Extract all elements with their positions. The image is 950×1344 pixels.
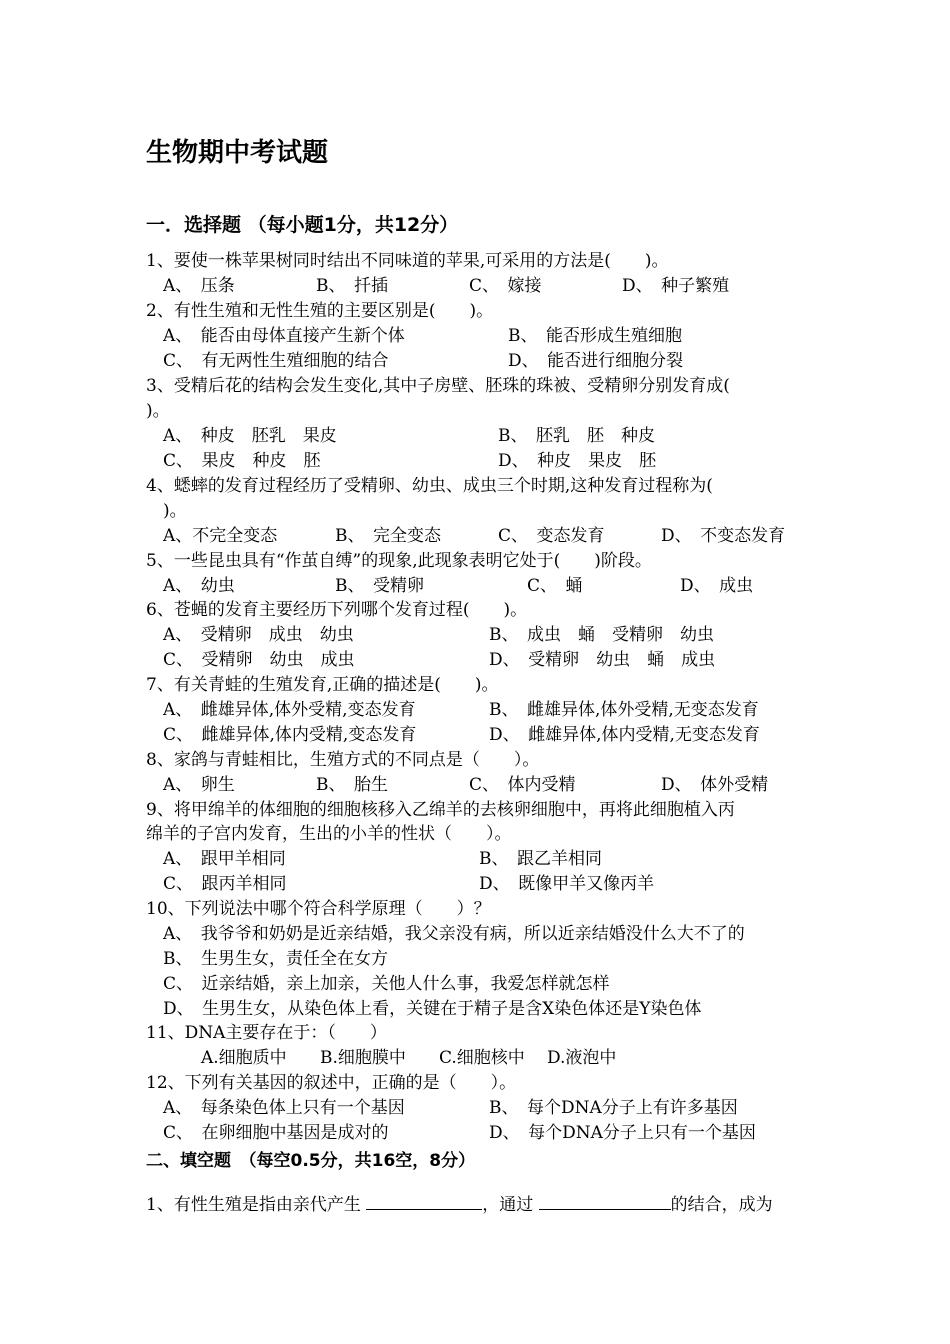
q6-option-d: D、 受精卵 幼虫 蛹 成虫 bbox=[489, 650, 716, 670]
q10-option-a: A、 我爷爷和奶奶是近亲结婚，我父亲没有病，所以近亲结婚没什么大不了的 bbox=[163, 924, 745, 944]
q5-option-b: B、 受精卵 bbox=[335, 576, 424, 596]
q8-option-c: C、 体内受精 bbox=[469, 775, 576, 795]
q9-option-a: A、 跟甲羊相同 bbox=[163, 849, 286, 869]
q1-option-c: C、 嫁接 bbox=[469, 276, 542, 296]
q2-option-d: D、 能否进行细胞分裂 bbox=[508, 351, 684, 371]
q8-option-a: A、 卵生 bbox=[163, 775, 235, 795]
question-9-stem-line2: 绵羊的子宫内发育，生出的小羊的性状（ ）。 bbox=[146, 824, 512, 844]
q2-option-a: A、 能否由母体直接产生新个体 bbox=[163, 326, 405, 346]
q11-option-c: C.细胞核中 bbox=[439, 1048, 525, 1068]
section-heading-fill: 二、填空题 （每空0.5分，共16空，8分） bbox=[146, 1151, 476, 1171]
q2-option-c: C、 有无两性生殖细胞的结合 bbox=[163, 351, 389, 371]
q6-option-c: C、 受精卵 幼虫 成虫 bbox=[163, 650, 355, 670]
q4-option-a: A、不完全变态 bbox=[163, 526, 278, 546]
q8-option-b: B、 胎生 bbox=[316, 775, 388, 795]
q2-option-b: B、 能否形成生殖细胞 bbox=[508, 326, 682, 346]
q10-option-b: B、 生男生女，责任全在女方 bbox=[163, 949, 388, 969]
fill-1-text-part1: 1、有性生殖是指由亲代产生 bbox=[146, 1195, 361, 1215]
question-12-stem: 12、下列有关基因的叙述中，正确的是（ ）。 bbox=[146, 1073, 517, 1093]
q1-option-a: A、 压条 bbox=[163, 276, 235, 296]
fill-question-1 bbox=[146, 1191, 773, 1217]
q10-option-d: D、 生男生女，从染色体上看，关键在于精子是含X染色体还是Y染色体 bbox=[163, 999, 702, 1019]
q5-option-c: C、 蛹 bbox=[527, 576, 583, 596]
question-3-stem-line1: 3、受精后花的结构会发生变化,其中子房壁、胚珠的珠被、受精卵分别发育成( bbox=[146, 376, 730, 396]
question-7-stem: 7、有关青蛙的生殖发育,正确的描述是( )。 bbox=[146, 675, 499, 695]
q1-option-b: B、 扦插 bbox=[316, 276, 388, 296]
question-3-stem-line2: )。 bbox=[146, 401, 170, 421]
q4-option-c: C、 变态发育 bbox=[498, 526, 605, 546]
fill-1-blank-1[interactable] bbox=[366, 1191, 482, 1210]
question-11-stem: 11、DNA主要存在于：（ ） bbox=[146, 1023, 387, 1043]
question-4-stem-line1: 4、蟋蟀的发育过程经历了受精卵、幼虫、成虫三个时期,这种发育过程称为( bbox=[146, 476, 713, 496]
q6-option-b: B、 成虫 蛹 受精卵 幼虫 bbox=[489, 625, 714, 645]
q9-option-c: C、 跟丙羊相同 bbox=[163, 874, 287, 894]
question-10-stem: 10、下列说法中哪个符合科学原理（ ）？ bbox=[146, 899, 491, 919]
q4-option-d: D、 不变态发育 bbox=[661, 526, 786, 546]
q12-option-d: D、 每个DNA分子上只有一个基因 bbox=[489, 1123, 756, 1143]
q7-option-c: C、 雌雄异体,体内受精,变态发育 bbox=[163, 725, 417, 745]
q7-option-d: D、 雌雄异体,体内受精,无变态发育 bbox=[489, 725, 760, 745]
q10-option-c: C、 近亲结婚，亲上加亲，关他人什么事，我爱怎样就怎样 bbox=[163, 974, 610, 994]
q7-option-b: B、 雌雄异体,体外受精,无变态发育 bbox=[489, 700, 759, 720]
q12-option-c: C、 在卵细胞中基因是成对的 bbox=[163, 1123, 389, 1143]
q3-option-a: A、 种皮 胚乳 果皮 bbox=[163, 426, 337, 446]
fill-1-blank-2[interactable] bbox=[539, 1191, 671, 1210]
q5-option-a: A、 幼虫 bbox=[163, 576, 235, 596]
question-9-stem-line1: 9、将甲绵羊的体细胞的细胞核移入乙绵羊的去核卵细胞中，再将此细胞植入丙 bbox=[146, 800, 735, 820]
q3-option-c: C、 果皮 种皮 胚 bbox=[163, 451, 321, 471]
question-8-stem: 8、家鸽与青蛙相比，生殖方式的不同点是（ ）。 bbox=[146, 750, 540, 770]
q6-option-a: A、 受精卵 成虫 幼虫 bbox=[163, 625, 354, 645]
q8-option-d: D、 体外受精 bbox=[661, 775, 769, 795]
fill-1-text-part3: 的结合，成为 bbox=[670, 1195, 773, 1215]
question-6-stem: 6、苍蝇的发育主要经历下列哪个发育过程( )。 bbox=[146, 600, 528, 620]
q9-option-b: B、 跟乙羊相同 bbox=[479, 849, 602, 869]
q11-option-a: A.细胞质中 bbox=[201, 1048, 287, 1068]
q3-option-b: B、 胚乳 胚 种皮 bbox=[498, 426, 655, 446]
question-4-stem-line2: )。 bbox=[146, 501, 187, 521]
q5-option-d: D、 成虫 bbox=[680, 576, 754, 596]
fill-1-text-part2: ，通过 bbox=[482, 1195, 534, 1215]
q7-option-a: A、 雌雄异体,体外受精,变态发育 bbox=[163, 700, 416, 720]
question-5-stem: 5、一些昆虫具有“作茧自缚”的现象,此现象表明它处于( )阶段。 bbox=[146, 551, 652, 571]
q1-option-d: D、 种子繁殖 bbox=[622, 276, 730, 296]
question-1-stem: 1、要使一株苹果树同时结出不同味道的苹果,可采用的方法是( )。 bbox=[146, 251, 669, 271]
question-2-stem: 2、有性生殖和无性生殖的主要区别是( )。 bbox=[146, 301, 494, 321]
q11-option-d: D.液泡中 bbox=[547, 1048, 617, 1068]
q9-option-d: D、 既像甲羊又像丙羊 bbox=[479, 874, 655, 894]
page-title: 生物期中考试题 bbox=[146, 138, 329, 168]
q12-option-b: B、 每个DNA分子上有许多基因 bbox=[489, 1098, 738, 1118]
q4-option-b: B、 完全变态 bbox=[335, 526, 441, 546]
q12-option-a: A、 每条染色体上只有一个基因 bbox=[163, 1098, 405, 1118]
q11-option-b: B.细胞膜中 bbox=[320, 1048, 406, 1068]
section-heading-choice: 一．选择题 （每小题1分，共12分） bbox=[146, 214, 459, 236]
q3-option-d: D、 种皮 果皮 胚 bbox=[498, 451, 657, 471]
